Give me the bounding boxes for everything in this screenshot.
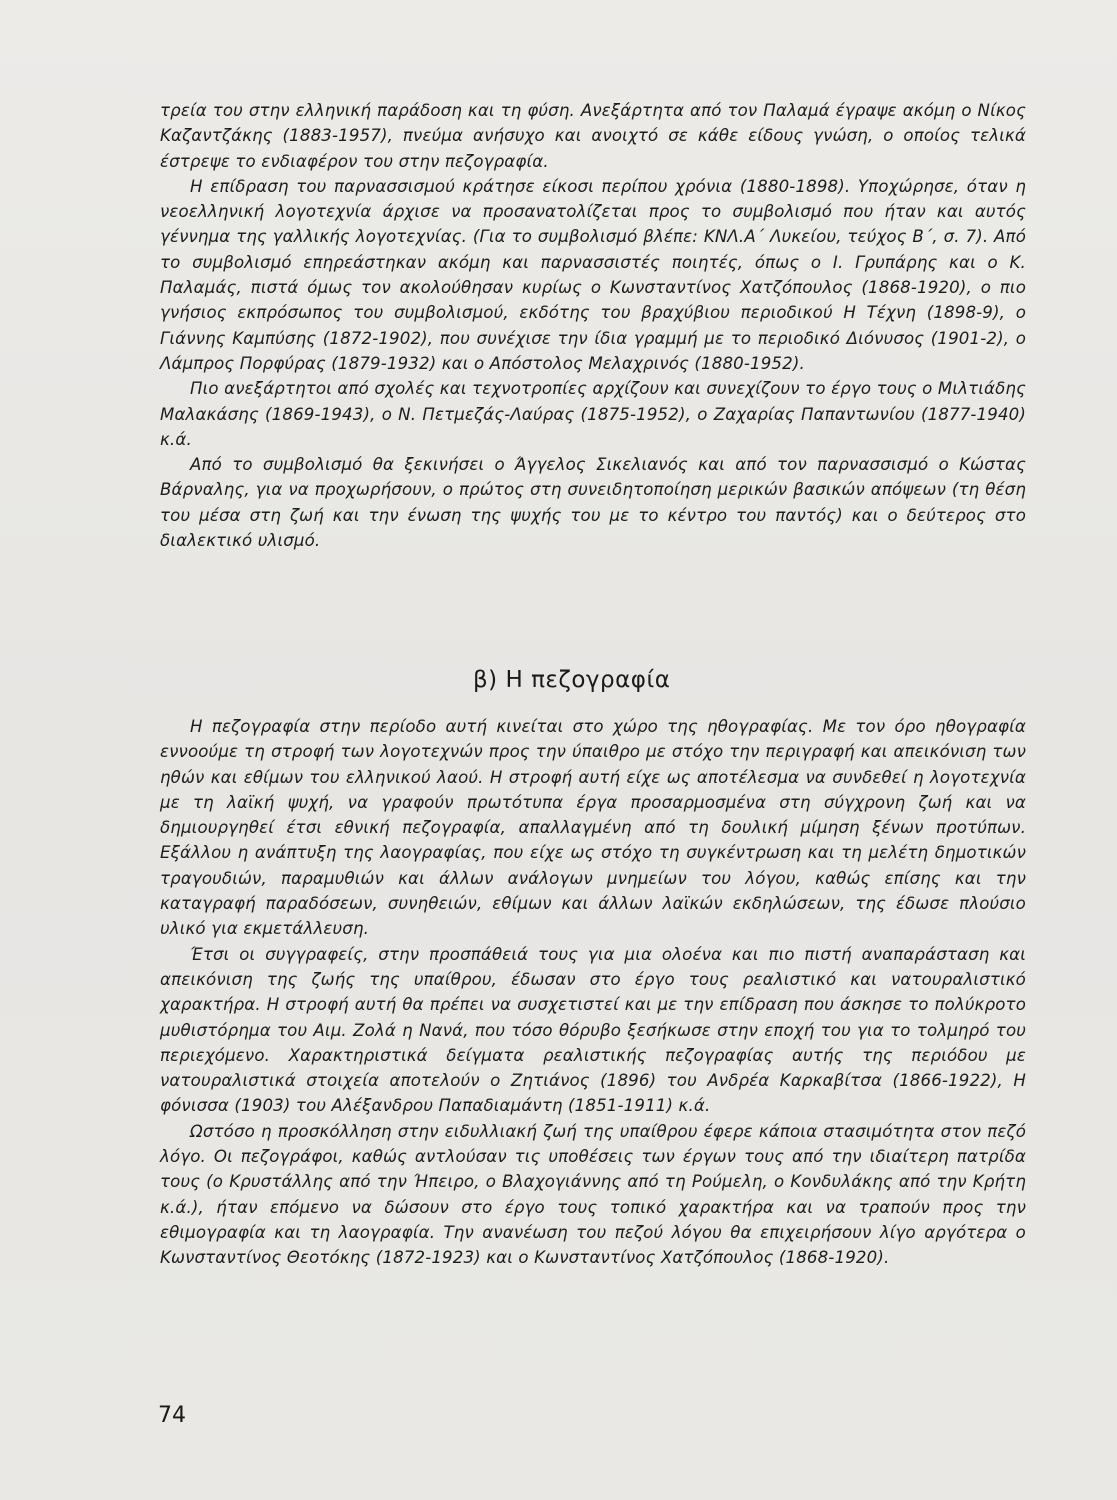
section-heading: β) Η πεζογραφία — [473, 667, 671, 693]
paragraph-ethography: Η πεζογραφία στην περίοδο αυτή κινείται στο χώρο της ηθογραφίας. Με τον όρο ηθογραφία εννοούμε τη στροφή των λογοτεχνών προς την ύπαιθρο με στόχο την περιγραφή και απεικόνιση των ηθών και εθίμων του ελληνικού λαού. Η στροφή αυτή είχε ως αποτέλεσμα να συνδεθεί η λογοτεχνία με τη λαϊκή ψυχή, να γραφούν πρωτότυπα έργα προσαρμοσμένα στη σύγχρονη ζωή και να δημιουργηθεί έτσι εθνική πεζογραφία, απαλλαγμένη από τη δουλική μίμηση ξένων προτύπων. Εξάλλου η ανάπτυξη της λαογραφίας, που είχε ως στόχο τη συγκέντρωση και τη μελέτη δημοτικών τραγουδιών, παραμυθιών και άλλων ανάλογων μνημείων του λόγου, καθώς επίσης και την καταγραφή παραδόσεων, συνηθειών, εθίμων και άλλων λαϊκών εκδηλώσεων, της έδωσε πλούσιο υλικό για εκμετάλλευση. — [160, 717, 1026, 939]
paragraph-parnassism-symbolism: Η επίδραση του παρνασσισμού κράτησε είκοσι περίπου χρόνια (1880-1898). Υποχώρησε, όταν η νεοελληνική λογοτεχνία άρχισε να προσανατολίζεται προς το συμβολισμό που ήταν και αυτός γέννημα της γαλλικής λογοτεχνίας. (Για το συμβολισμό βλέπε: ΚΝΛ.Α΄ Λυκείου, τεύχος Β΄, σ. 7). Από το συμβολισμό επηρεάστηκαν ακόμη και παρνασσιστές ποιητές, όπως ο Ι. Γρυπάρης και ο Κ. Παλαμάς, πιστά όμως τον ακολούθησαν κυρίως ο Κωνσταντίνος Χατζόπουλος (1868-1920), ο πιο γνήσιος εκπρόσωπος του συμβολισμού, εκδότης του βραχύβιου περιοδικού Η Τέχνη (1898-9), ο Γιάννης Καμπύσης (1872-1902), που συνέχισε την ίδια γραμμή με το περιοδικό Διόνυσος (1901-2), ο Λάμπρος Πορφύρας (1879-1932) και ο Απόστολος Μελαχρινός (1880-1952). — [160, 176, 1026, 373]
paragraph-realism-naturalism: Έτσι οι συγγραφείς, στην προσπάθειά τους για μια ολοένα και πιο πιστή αναπαράσταση και απεικόνιση της ζωής της υπαίθρου, έδωσαν στο έργο τους ρεαλιστικό και νατουραλιστικό χαρακτήρα. Η στροφή αυτή θα πρέπει να συσχετιστεί και με την επίδραση που άσκησε το πολύκροτο μυθιστόρημα του Αιμ. Ζολά η Νανά, που τόσο θόρυβο ξεσήκωσε στην εποχή του για το τολμηρό του περιεχόμενο. Χαρακτηριστικά δείγματα ρεαλιστικής πεζογραφίας αυτής της περιόδου με νατουραλιστικά στοιχεία αποτελούν ο Ζητιάνος (1896) του Ανδρέα Καρκαβίτσα (1866-1922), Η φόνισσα (1903) του Αλέξανδρου Παπαδιαμάντη (1851-1911) κ.ά. — [160, 944, 1026, 1116]
prose-section-text — [160, 714, 1026, 1271]
page-number: 74 — [158, 1403, 186, 1428]
paragraph-stagnation-renewal: Ωστόσο η προσκόλληση στην ειδυλλιακή ζωή της υπαίθρου έφερε κάποια στασιμότητα στον πεζό λόγο. Οι πεζογράφοι, καθώς αντλούσαν τις υποθέσεις των έργων τους από την ιδιαίτερη πατρίδα τους (ο Κρυστάλλης από την Ήπειρο, ο Βλαχογιάννης από τη Ρούμελη, ο Κονδυλάκης από την Κρήτη κ.ά.), ήταν επόμενο να δώσουν στο έργο τους τοπικό χαρακτήρα και να τραπούν προς την εθιμογραφία και τη λαογραφία. Την ανανέωση του πεζού λόγου θα επιχειρήσουν λίγο αργότερα ο Κωνσταντίνος Θεοτόκης (1872-1923) και ο Κωνσταντίνος Χατζόπουλος (1868-1920). — [160, 1121, 1026, 1268]
paragraph-continued: τρεία του στην ελληνική παράδοση και τη φύση. Ανεξάρτητα από τον Παλαμά έγραψε ακόμη ο Νίκος Καζαντζάκης (1883-1957), πνεύμα ανήσυχο και ανοιχτό σε κάθε είδους γνώση, ο οποίος τελικά έστρεψε το ενδιαφέρον του στην πεζογραφία. — [160, 101, 1026, 171]
paragraph-independent-poets: Πιο ανεξάρτητοι από σχολές και τεχνοτροπίες αρχίζουν και συνεχίζουν το έργο τους ο Μιλτιάδης Μαλακάσης (1869-1943), ο Ν. Πετμεζάς-Λαύρας (1875-1952), ο Ζαχαρίας Παπαντωνίου (1877-1940) κ.ά. — [160, 379, 1026, 449]
paragraph-sikelianos-varnalis: Από το συμβολισμό θα ξεκινήσει ο Άγγελος Σικελιανός και από τον παρνασσισμό ο Κώστας Βάρναλης, για να προχωρήσουν, ο πρώτος στη συνειδητοποίηση μερικών βασικών απόψεων (τη θέση του μέσα στη ζωή και την ένωση της ψυχής του με το κέντρο του παντός) και ο δεύτερος στο διαλεκτικό υλισμό. — [160, 455, 1026, 551]
top-text-block — [160, 98, 1026, 553]
